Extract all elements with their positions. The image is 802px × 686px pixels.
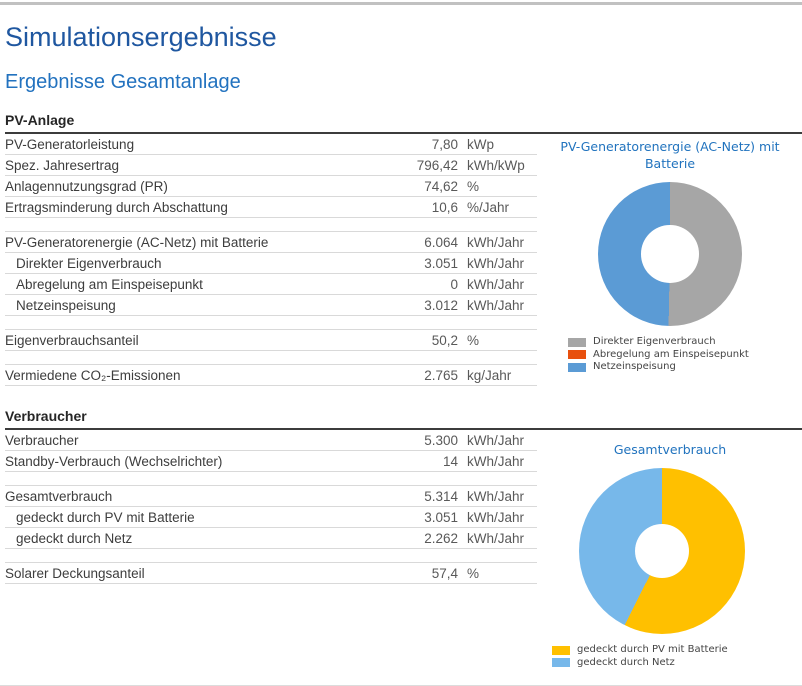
table-row	[5, 155, 537, 176]
row-unit: %/Jahr	[467, 199, 510, 215]
row-label: PV-Generatorleistung	[5, 136, 135, 152]
row-label: Eigenverbrauchsanteil	[5, 332, 139, 348]
legend-label: Netzeinspeisung	[593, 361, 676, 372]
row-label: PV-Generatorenergie (AC-Netz) mit Batterie	[5, 234, 269, 250]
row-value: 3.012	[424, 297, 458, 313]
row-value: 14	[442, 453, 458, 469]
legend-swatch-icon	[568, 350, 586, 359]
table-spacer-row	[5, 316, 537, 330]
row-unit: %	[467, 332, 480, 348]
page-subtitle: Ergebnisse Gesamtanlage	[5, 71, 241, 93]
row-value: 3.051	[424, 255, 458, 271]
row-value: 6.064	[424, 234, 458, 250]
row-value: 5.314	[424, 488, 458, 504]
table-row	[5, 430, 537, 451]
row-label: Gesamtverbrauch	[5, 488, 113, 504]
section-heading: PV-Anlage	[5, 112, 802, 134]
row-value: 2.765	[424, 367, 458, 383]
row-value: 2.262	[424, 530, 458, 546]
page-title: Simulationsergebnisse	[5, 22, 277, 52]
table-row	[5, 232, 537, 253]
table-row	[5, 295, 537, 316]
row-label: Anlagennutzungsgrad (PR)	[5, 178, 168, 194]
row-label: Standby-Verbrauch (Wechselrichter)	[5, 453, 223, 469]
row-value: 50,2	[431, 332, 458, 348]
donut-plot	[579, 468, 745, 634]
row-value: 3.051	[424, 509, 458, 525]
row-label: Direkter Eigenverbrauch	[16, 255, 162, 271]
legend-item	[568, 349, 802, 362]
legend-swatch-icon	[568, 338, 586, 347]
row-unit: kWh/Jahr	[467, 509, 525, 525]
legend-swatch-icon	[552, 658, 570, 667]
donut-plot	[598, 182, 742, 326]
row-label: gedeckt durch PV mit Batterie	[16, 509, 195, 525]
table-row	[5, 330, 537, 351]
chart-gesamtverbrauch	[538, 441, 802, 669]
row-unit: %	[467, 178, 480, 194]
table-row	[5, 528, 537, 549]
legend-item	[568, 361, 802, 374]
row-value: 10,6	[431, 199, 458, 215]
row-unit: kWh/Jahr	[467, 453, 525, 469]
row-label: Netzeinspeisung	[16, 297, 116, 313]
row-value: 57,4	[431, 565, 458, 581]
legend-item	[552, 644, 802, 657]
table-row	[5, 134, 537, 155]
legend-swatch-icon	[552, 646, 570, 655]
chart-title: Gesamtverbrauch	[613, 442, 727, 457]
legend-item	[568, 336, 802, 349]
table-spacer-row	[5, 472, 537, 486]
row-label: Spez. Jahresertrag	[5, 157, 120, 173]
row-unit: kg/Jahr	[467, 367, 512, 383]
row-unit: kWh/Jahr	[467, 530, 525, 546]
row-label: Verbraucher	[5, 432, 79, 448]
chart-title: PV-Generatorenergie (AC-Netz) mit Batterie	[560, 139, 780, 171]
chart-pv-generatorenergie	[538, 138, 802, 374]
table-row	[5, 253, 537, 274]
row-label: Abregelung am Einspeisepunkt	[16, 276, 203, 292]
table-row	[5, 176, 537, 197]
row-unit: kWh/Jahr	[467, 432, 525, 448]
table-row	[5, 486, 537, 507]
chart-legend	[568, 336, 802, 374]
top-divider	[0, 2, 802, 5]
legend-item	[552, 657, 802, 670]
legend-label: gedeckt durch PV mit Batterie	[577, 644, 728, 655]
legend-label: Direkter Eigenverbrauch	[593, 336, 716, 347]
row-unit: kWh/Jahr	[467, 488, 525, 504]
row-unit: kWh/Jahr	[467, 297, 525, 313]
row-value: 7,80	[431, 136, 458, 152]
chart-legend	[552, 644, 802, 669]
table-row	[5, 563, 537, 584]
table-row	[5, 451, 537, 472]
row-label: gedeckt durch Netz	[16, 530, 133, 546]
row-label: Ertragsminderung durch Abschattung	[5, 199, 228, 215]
legend-label: gedeckt durch Netz	[577, 656, 675, 668]
legend-swatch-icon	[568, 363, 586, 372]
table-row	[5, 197, 537, 218]
table-row	[5, 365, 537, 386]
table-spacer-row	[5, 218, 537, 232]
row-value: 796,42	[416, 157, 458, 173]
row-value: 74,62	[424, 178, 458, 194]
legend-label: Abregelung am Einspeisepunkt	[593, 348, 749, 360]
section-heading: Verbraucher	[5, 408, 802, 430]
row-label: Vermiedene CO₂-Emissionen	[5, 367, 181, 383]
row-label: Solarer Deckungsanteil	[5, 565, 145, 581]
table-spacer-row	[5, 351, 537, 365]
row-unit: kWp	[467, 136, 494, 152]
table-spacer-row	[5, 549, 537, 563]
row-unit: kWh/kWp	[467, 157, 525, 173]
row-value: 0	[450, 276, 458, 292]
table-row	[5, 507, 537, 528]
row-unit: %	[467, 565, 480, 581]
row-value: 5.300	[424, 432, 458, 448]
row-unit: kWh/Jahr	[467, 255, 525, 271]
table-row	[5, 274, 537, 295]
row-unit: kWh/Jahr	[467, 234, 525, 250]
row-unit: kWh/Jahr	[467, 276, 525, 292]
